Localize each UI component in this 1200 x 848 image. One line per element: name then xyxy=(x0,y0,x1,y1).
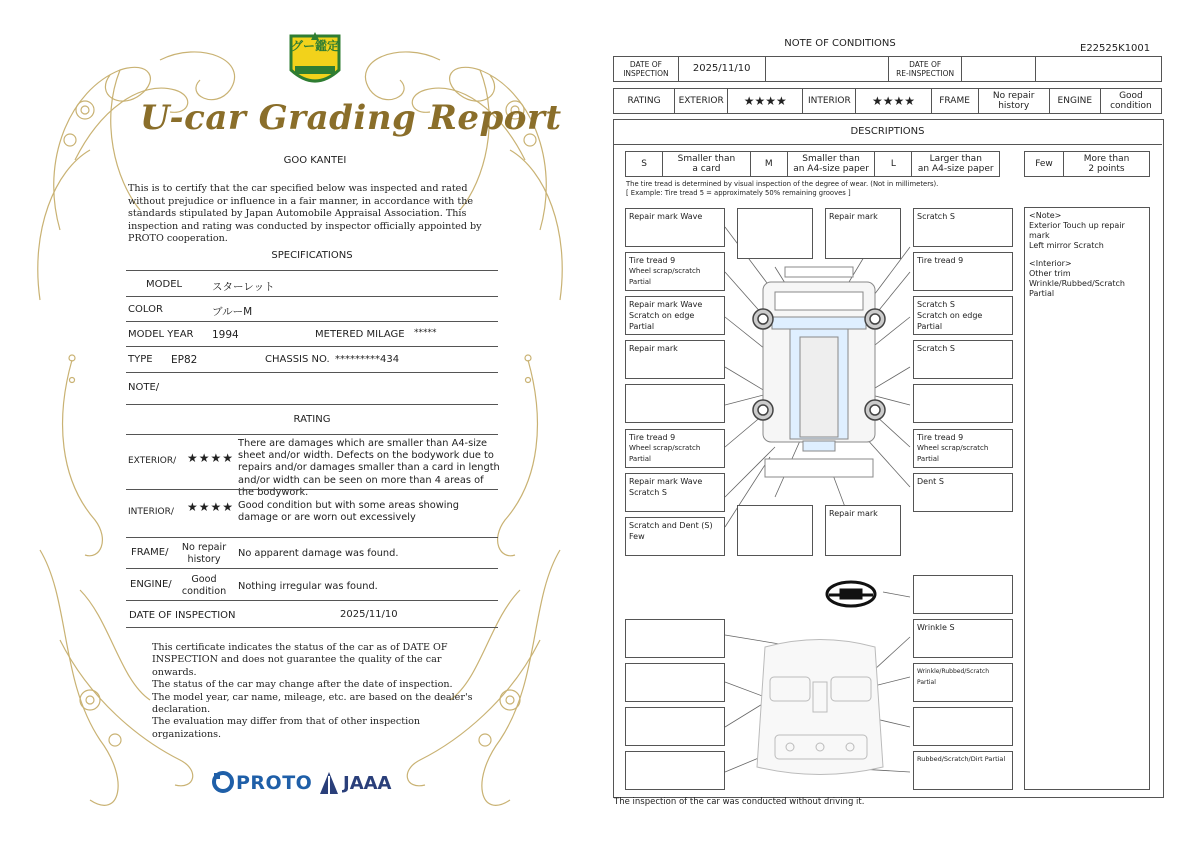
specifications-heading: SPECIFICATIONS xyxy=(271,250,353,261)
exterior-stars: ★★★★ xyxy=(728,89,803,114)
box-right-5 xyxy=(913,384,1013,423)
box-left-3: Repair mark Wave Scratch on edge Partial xyxy=(625,296,725,335)
divider xyxy=(126,321,498,322)
box-interior-left-4 xyxy=(625,751,725,790)
notes-box: <Note> Exterior Touch up repair mark Left mirror Scratch <Interior> Other trim Wrinkle/Rubbed/Scratch Partial xyxy=(1024,207,1150,790)
box-interior-right-3: Wrinkle/Rubbed/Scratch Partial xyxy=(913,663,1013,702)
engine-value: Good condition xyxy=(181,574,227,597)
frame-value: No repair history xyxy=(181,542,227,565)
certify-text: This is to certify that the car specified below was inspected and rated without prejudice or influence in a fair manner, in accordance with the standards stipulated by Japan Automobile Appraisal Association. This inspection and rating was conducted by inspector officially appointed by PROTO cooperation. xyxy=(128,183,482,245)
color-value: ブルーM xyxy=(212,306,253,318)
exterior-description: There are damages which are smaller than A4-size sheet and/or width. Defects on the bodywork due to repairs and/or damages smaller than a card in length and/or width can be seen on more than 4 areas of the bodywork. xyxy=(238,438,500,498)
engine-label: ENGINE xyxy=(1049,89,1100,114)
box-right-4: Scratch S xyxy=(913,340,1013,379)
box-right-2: Tire tread 9 xyxy=(913,252,1013,291)
size-legend-table xyxy=(625,151,1000,177)
jaaa-logo-icon xyxy=(318,770,340,796)
inspection-footer-note: The inspection of the car was conducted without driving it. xyxy=(614,797,865,807)
interior-label: INTERIOR/ xyxy=(128,507,174,517)
rating-table xyxy=(613,88,1162,114)
proto-logo-icon xyxy=(212,770,236,796)
frame-label: FRAME/ xyxy=(131,547,169,558)
box-interior-left-3 xyxy=(625,707,725,746)
box-right-6: Tire tread 9 Wheel scrap/scratch Partial xyxy=(913,429,1013,468)
interior-stars: ★★★★ xyxy=(856,89,931,114)
steering-wheel-icon xyxy=(827,582,875,606)
certificate-title: U-car Grading Report xyxy=(140,98,562,138)
chassis-label: CHASSIS NO. xyxy=(265,354,330,365)
divider xyxy=(126,434,498,435)
date-of-inspection-value: 2025/11/10 xyxy=(678,57,765,82)
divider xyxy=(126,346,498,347)
rating-label: RATING xyxy=(614,89,675,114)
frame-description: No apparent damage was found. xyxy=(238,548,399,559)
divider xyxy=(126,600,498,601)
box-interior-right-4 xyxy=(913,707,1013,746)
engine-value: Good condition xyxy=(1100,89,1161,114)
divider xyxy=(126,489,498,490)
box-left-4: Repair mark xyxy=(625,340,725,379)
inspection-date-table xyxy=(613,56,1162,82)
box-rear-center-right: Repair mark xyxy=(825,505,901,556)
interior-stars: ★★★★ xyxy=(187,500,235,514)
box-front-right: Scratch S xyxy=(913,208,1013,247)
box-left-7: Repair mark Wave Scratch S xyxy=(625,473,725,512)
model-value: スターレット xyxy=(212,281,275,293)
legend-l-desc: Larger than an A4-size paper xyxy=(912,152,1000,177)
tread-note: The tire tread is determined by visual inspection of the degree of wear. (Not in millimeters). [ Example: Tire tread 5 = approximately 50% remaining grooves ] xyxy=(626,180,939,197)
rating-heading: RATING xyxy=(293,414,331,425)
box-rear-left: Scratch and Dent (S) Few xyxy=(625,517,725,556)
frame-value: No repair history xyxy=(978,89,1049,114)
exterior-label: EXTERIOR xyxy=(675,89,728,114)
note-of-conditions-title: NOTE OF CONDITIONS xyxy=(784,38,896,49)
box-interior-left-1 xyxy=(625,619,725,658)
legend-m: M xyxy=(750,152,787,177)
date-of-inspection-value: 2025/11/10 xyxy=(340,609,398,620)
legend-m-desc: Smaller than an A4-size paper xyxy=(787,152,874,177)
divider xyxy=(126,568,498,569)
legend-few-desc: More than 2 points xyxy=(1064,152,1150,177)
jaaa-logo-text: JAAA xyxy=(343,773,392,794)
note-label: NOTE/ xyxy=(128,382,160,393)
type-label: TYPE xyxy=(128,354,153,365)
box-left-5 xyxy=(625,384,725,423)
divider xyxy=(126,296,498,297)
seal-text: グー鑑定 xyxy=(290,39,339,53)
empty-cell xyxy=(1036,57,1162,82)
empty-cell xyxy=(765,57,889,82)
model-year-label: MODEL YEAR xyxy=(128,329,194,340)
exterior-label: EXTERIOR/ xyxy=(128,456,177,466)
box-front-center-left xyxy=(737,208,813,259)
frame-label: FRAME xyxy=(931,89,978,114)
box-interior-right-1 xyxy=(913,575,1013,614)
disclaimer: This certificate indicates the status of the car as of DATE OF INSPECTION and does not guarantee the quality of the car onwards. The status of the car may change after the date of inspection. The model year, car name, mileage, etc. are based on the dealer's declaration. The evaluation may differ from that of other inspection organizations. xyxy=(152,642,473,740)
car-interior-view xyxy=(757,640,883,775)
car-top-view xyxy=(763,267,875,477)
engine-description: Nothing irregular was found. xyxy=(238,581,378,592)
proto-logo-text: PROTO xyxy=(236,772,313,794)
date-of-inspection-label: DATE OF INSPECTION xyxy=(614,57,679,82)
interior-description: Good condition but with some areas showing damage or are worn out excessively xyxy=(238,500,459,524)
date-of-reinspection-value xyxy=(961,57,1035,82)
box-front-left: Repair mark Wave xyxy=(625,208,725,247)
metered-mileage-value: ***** xyxy=(414,328,437,338)
color-label: COLOR xyxy=(128,304,163,315)
legend-l: L xyxy=(875,152,912,177)
divider xyxy=(126,270,498,271)
model-label: MODEL xyxy=(146,279,183,290)
box-interior-right-2: Wrinkle S xyxy=(913,619,1013,658)
divider xyxy=(126,372,498,373)
box-interior-right-5: Rubbed/Scratch/Dirt Partial xyxy=(913,751,1013,790)
model-year-value: 1994 xyxy=(212,329,239,341)
certificate-subtitle: GOO KANTEI xyxy=(283,155,347,166)
report-id: E22525K1001 xyxy=(1080,43,1151,54)
date-of-inspection-label: DATE OF INSPECTION xyxy=(129,610,236,621)
engine-label: ENGINE/ xyxy=(130,579,172,590)
metered-mileage-label: METERED MILAGE xyxy=(315,329,405,340)
divider xyxy=(126,537,498,538)
type-value: EP82 xyxy=(171,354,198,366)
divider xyxy=(126,627,498,628)
exterior-stars: ★★★★ xyxy=(187,451,235,465)
date-of-reinspection-label: DATE OF RE-INSPECTION xyxy=(889,57,962,82)
legend-s-desc: Smaller than a card xyxy=(663,152,750,177)
box-right-7: Dent S xyxy=(913,473,1013,512)
chassis-value: *********434 xyxy=(335,354,400,365)
box-right-3: Scratch S Scratch on edge Partial xyxy=(913,296,1013,335)
box-front-center-right: Repair mark xyxy=(825,208,901,259)
box-interior-left-2 xyxy=(625,663,725,702)
interior-label: INTERIOR xyxy=(803,89,856,114)
box-left-6: Tire tread 9 Wheel scrap/scratch Partial xyxy=(625,429,725,468)
few-legend-table xyxy=(1024,151,1150,177)
legend-few: Few xyxy=(1025,152,1064,177)
descriptions-heading: DESCRIPTIONS xyxy=(850,126,925,137)
box-left-2: Tire tread 9 Wheel scrap/scratch Partial xyxy=(625,252,725,291)
box-rear-center-left xyxy=(737,505,813,556)
legend-s: S xyxy=(626,152,663,177)
divider xyxy=(126,404,498,405)
